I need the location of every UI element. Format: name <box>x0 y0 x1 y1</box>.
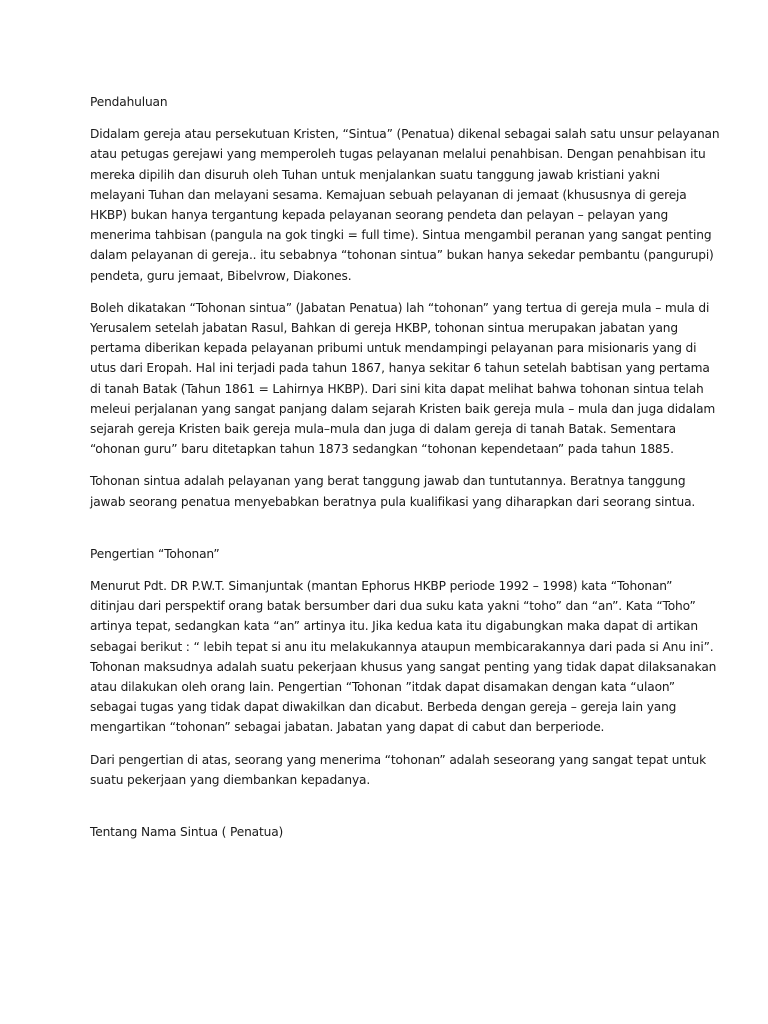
text-line: meleui perjalanan yang sangat panjang dalam sejarah Kristen baik gereja mula – mula dan juga didalam <box>90 401 716 416</box>
paragraph <box>90 576 717 738</box>
text-line: suatu pekerjaan yang diembankan kepadanya. <box>90 772 371 787</box>
paragraph <box>90 471 696 511</box>
text-line: dalam pelayanan di gereja.. itu sebabnya “tohonan sintua” bukan hanya sekedar pembantu (pangurupi) <box>90 248 714 263</box>
text-line: mengartikan “tohonan” sebagai jabatan. Jabatan yang dapat di cabut dan berperiode. <box>90 720 605 735</box>
section-heading: Pengertian “Tohonan” <box>90 546 220 561</box>
text-line: pendeta, guru jemaat, Bibelvrow, Diakones. <box>90 268 352 283</box>
text-line: Tohonan maksudnya adalah suatu pekerjaan khusus yang sangat penting yang tidak dapat dilaksanakan <box>90 659 717 674</box>
text-line: di tanah Batak (Tahun 1861 = Lahirnya HKBP). Dari sini kita dapat melihat bahwa tohonan sintua telah <box>90 381 704 396</box>
paragraph <box>90 750 706 790</box>
text-line: Boleh dikatakan “Tohonan sintua” (Jabatan Penatua) lah “tohonan” yang tertua di gereja mula – mula di <box>90 300 710 315</box>
section-heading: Tentang Nama Sintua ( Penatua) <box>90 825 284 840</box>
section-heading: Pendahuluan <box>90 95 168 109</box>
text-line: menerima tahbisan (pangula na gok tingki = full time). Sintua mengambil peranan yang sangat penting <box>90 228 712 243</box>
text-line: melayani Tuhan dan melayani sesama. Kemajuan sebuah pelayanan di jemaat (khususnya di gereja <box>90 187 687 202</box>
text-line: Menurut Pdt. DR P.W.T. Simanjuntak (mantan Ephorus HKBP periode 1992 – 1998) kata “Tohonan” <box>90 579 673 594</box>
text-line: Yerusalem setelah jabatan Rasul, Bahkan di gereja HKBP, tohonan sintua merupakan jabatan yang <box>90 321 678 336</box>
text-line: jawab seorang penatua menyebabkan beratnya pula kualifikasi yang diharapkan dari seorang sintua. <box>90 494 696 509</box>
text-line: “ohonan guru” baru ditetapkan tahun 1873 sedangkan “tohonan kependetaan” pada tahun 1885. <box>90 442 674 457</box>
text-line: sebagai tugas yang tidak dapat diwakilkan dan dicabut. Berbeda dengan gereja – gereja lain yang <box>90 700 677 715</box>
text-line: atau dilakukan oleh orang lain. Pengertian “Tohonan ”itdak dapat disamakan dengan kata “ulaon” <box>90 680 675 695</box>
document-body <box>90 92 720 842</box>
text-line: sebagai berikut : “ lebih tepat si anu itu melakukannya ataupun membicarakannya dari pada si Anu ini”. <box>90 639 714 654</box>
text-line: HKBP) bukan hanya tergantung kepada pelayanan seorang pendeta dan pelayan – pelayan yang <box>90 208 669 223</box>
text-line: pertama diberikan kepada pelayanan pribumi untuk mendampingi pelayanan para misionaris yang di <box>90 341 697 356</box>
text-line: Tohonan sintua adalah pelayanan yang berat tanggung jawab dan tuntutannya. Beratnya tanggung <box>90 474 686 489</box>
text-line: mereka dipilih dan disuruh oleh Tuhan untuk menjalankan suatu tanggung jawab kristiani yakni <box>90 167 660 182</box>
paragraph <box>90 124 720 286</box>
text-line: Dari pengertian di atas, seorang yang menerima “tohonan” adalah seseorang yang sangat tepat untuk <box>90 752 706 767</box>
text-line: sejarah gereja Kristen baik gereja mula–mula dan juga di dalam gereja di tanah Batak. Sementara <box>90 422 676 437</box>
text-line: Didalam gereja atau persekutuan Kristen, “Sintua” (Penatua) dikenal sebagai salah satu unsur pelayanan <box>90 127 720 142</box>
text-line: artinya tepat, sedangkan kata “an” artinya itu. Jika kedua kata itu digabungkan maka dapat di artikan <box>90 619 698 634</box>
text-line: ditinjau dari perspektif orang batak bersumber dari dua suku kata yakni “toho” dan “an”. Kata “Toho” <box>90 599 696 614</box>
paragraph <box>90 298 716 460</box>
text-line: atau petugas gerejawi yang memperoleh tugas pelayanan melalui penahbisan. Dengan penahbisan itu <box>90 147 706 162</box>
text-line: utus dari Eropah. Hal ini terjadi pada tahun 1867, hanya sekitar 6 tahun setelah babtisan yang pertama <box>90 361 710 376</box>
